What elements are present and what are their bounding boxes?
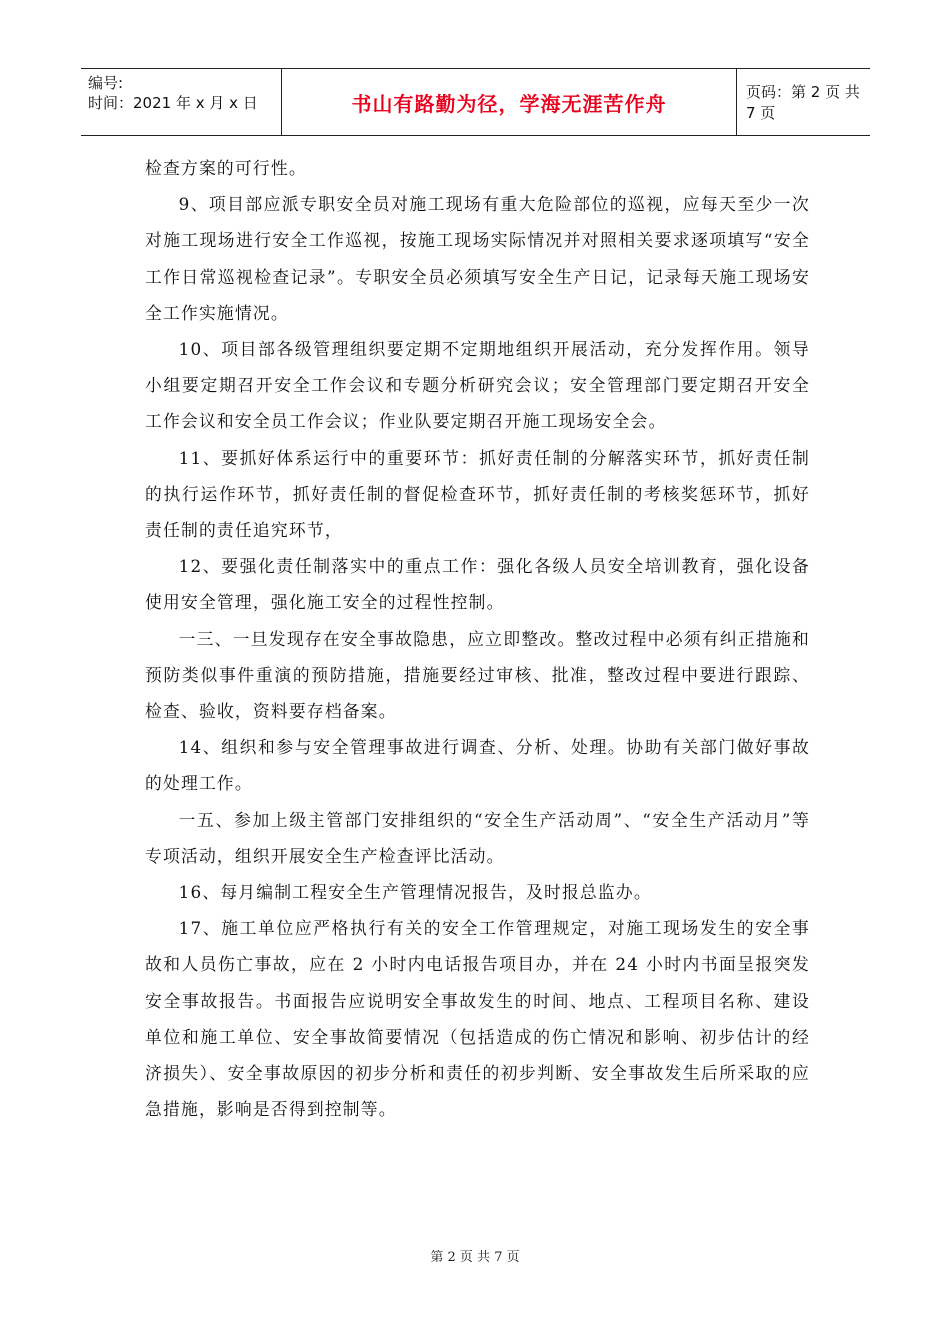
footer-page-number: 第 2 页 共 7 页 (430, 1250, 520, 1265)
paragraph-item-16: 16、每月编制工程安全生产管理情况报告，及时报总监办。 (178, 882, 652, 903)
serial-number-label: 编号: (88, 74, 124, 92)
paragraph-item-15: 一五、参加上级主管部门安排组织的“安全生产活动周”、“安全生产活动月”等专项活动，组织开展安全生产检查评比活动。 (145, 809, 810, 866)
document-body (145, 150, 810, 1127)
paragraph-item-9: 9、项目部应派专职安全员对施工现场有重大危险部位的巡视，应每天至少一次对施工现场进行安全工作巡视，按施工现场实际情况并对照相关要求逐项填写“安全工作日常巡视检查记录”。专职安全员必须填写安全生产日记，记录每天施工现场安全工作实施情况。 (145, 194, 810, 323)
motto-text: 书山有路勤为径，学海无涯苦作舟 (351, 91, 667, 116)
date-text: 时间：2021 年 x 月 x 日 (88, 94, 258, 112)
page-header (81, 68, 870, 136)
header-page-info (736, 69, 870, 135)
page-info-text: 页码：第 2 页 共 7 页 (746, 83, 860, 122)
paragraph-item-17: 17、施工单位应严格执行有关的安全工作管理规定，对施工现场发生的安全事故和人员伤亡事故，应在 2 小时内电话报告项目办，并在 24 小时内书面呈报突发安全事故报告。书面报告应说明安全事故发生的时间、地点、工程项目名称、建设单位和施工单位、安全事故简要情况（包括造成的伤亡情况和影响、初步估计的经济损失）、安全事故原因的初步分析和责任的初步判断、安全事故发生后所采取的应急措施，影响是否得到控制等。 (145, 918, 810, 1120)
paragraph-item-14: 14、组织和参与安全管理事故进行调查、分析、处理。协助有关部门做好事故的处理工作。 (145, 737, 810, 794)
paragraph-item-10: 10、项目部各级管理组织要定期不定期地组织开展活动，充分发挥作用。领导小组要定期召开安全工作会议和专题分析研究会议；安全管理部门要定期召开安全工作会议和安全员工作会议；作业队要定期召开施工现场安全会。 (145, 339, 810, 432)
header-meta (81, 69, 288, 135)
paragraph-item-12: 12、要强化责任制落实中的重点工作：强化各级人员安全培训教育，强化设备使用安全管理，强化施工安全的过程性控制。 (145, 556, 810, 613)
paragraph-continuation: 检查方案的可行性。 (145, 158, 307, 178)
header-motto-cell (281, 69, 737, 135)
paragraph-item-11: 11、要抓好体系运行中的重要环节：抓好责任制的分解落实环节，抓好责任制的执行运作环节，抓好责任制的督促检查环节，抓好责任制的考核奖惩环节，抓好责任制的责任追究环节， (145, 447, 810, 541)
paragraph-item-13: 一三、一旦发现存在安全事故隐患，应立即整改。整改过程中必须有纠正措施和预防类似事件重演的预防措施，措施要经过审核、批准，整改过程中要进行跟踪、检查、验收，资料要存档备案。 (145, 628, 810, 722)
page-footer (0, 1246, 950, 1265)
